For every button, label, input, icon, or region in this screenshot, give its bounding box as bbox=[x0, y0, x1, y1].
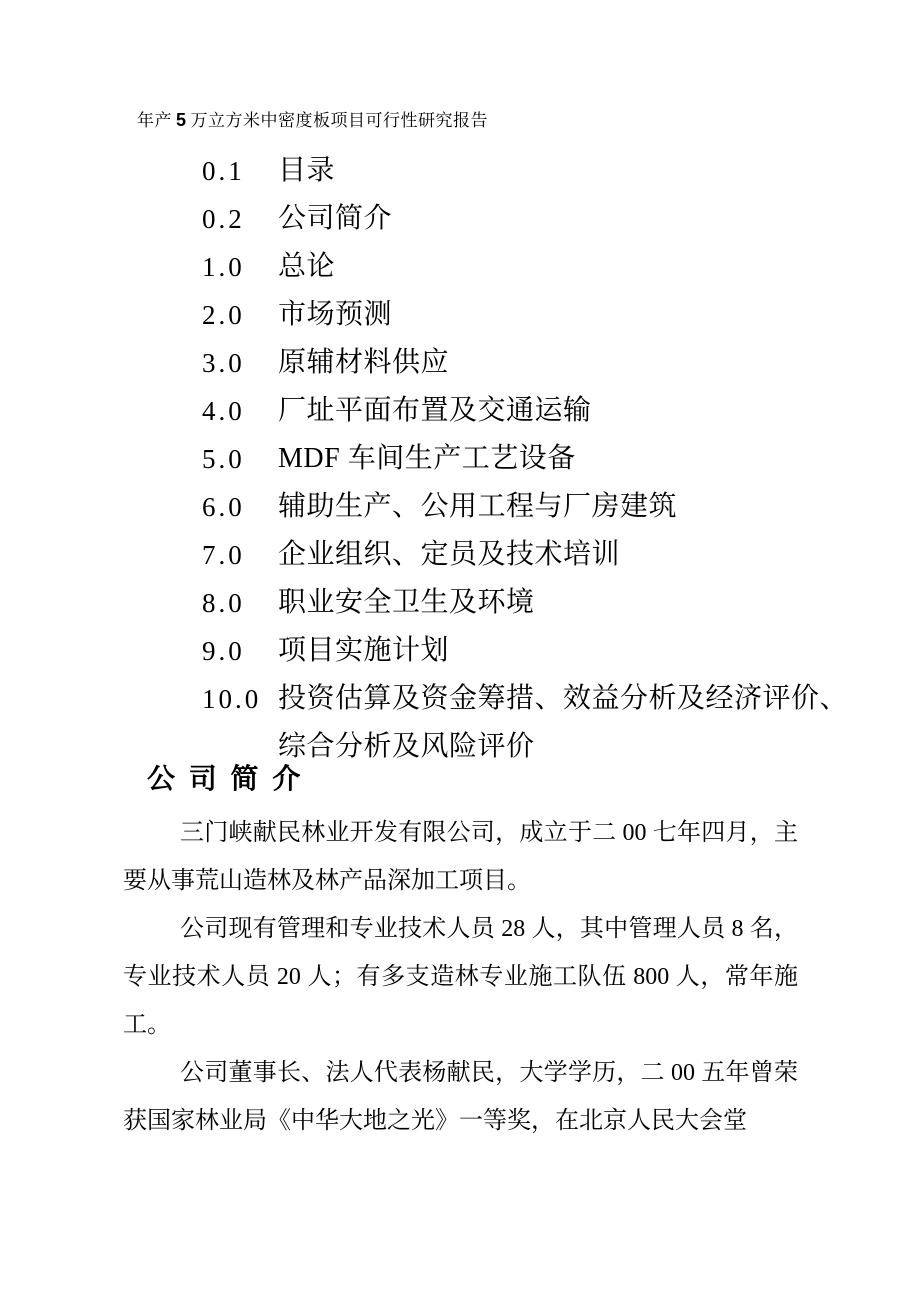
document-header bbox=[137, 109, 488, 132]
toc-entry-number: 8.0 bbox=[202, 588, 245, 618]
toc-entry-number: 6.0 bbox=[202, 492, 245, 522]
toc-entry-title: 市场预测 bbox=[278, 299, 393, 330]
paragraph-staff: 公司现有管理和专业技术人员 28 人，其中管理人员 8 名，专业技术人员 20 人；有多支造林专业施工队伍 800 人，常年施工。 bbox=[123, 916, 798, 1038]
toc-entry-number: 0.1 bbox=[202, 156, 245, 186]
toc-entry bbox=[202, 243, 862, 291]
toc-entry-title: 原辅材料供应 bbox=[278, 347, 450, 378]
toc-entry-title: 职业安全卫生及环境 bbox=[278, 587, 535, 618]
toc-entry-number: 9.0 bbox=[202, 636, 245, 666]
toc-entry-number: 4.0 bbox=[202, 396, 245, 426]
toc-entry-number: 3.0 bbox=[202, 348, 245, 378]
toc-entry-title bbox=[278, 675, 848, 771]
toc-entry-number: 2.0 bbox=[202, 300, 245, 330]
toc-entry-number: 1.0 bbox=[202, 252, 245, 282]
toc-entry-title: MDF 车间生产工艺设备 bbox=[278, 443, 576, 474]
toc-entry bbox=[202, 579, 862, 627]
toc-entry-title: 公司简介 bbox=[278, 203, 393, 234]
toc-entry bbox=[202, 195, 862, 243]
toc-entry bbox=[202, 627, 862, 675]
table-of-contents bbox=[202, 147, 862, 771]
toc-entry bbox=[202, 339, 862, 387]
header-number: 5 bbox=[176, 110, 187, 130]
toc-entry bbox=[202, 387, 862, 435]
header-prefix: 年产 bbox=[137, 111, 172, 130]
toc-entry bbox=[202, 483, 862, 531]
paragraph-chairman: 公司董事长、法人代表杨献民，大学学历，二 00 五年曾荣获国家林业局《中华大地之光》一等奖，在北京人民大会堂 bbox=[123, 1060, 798, 1134]
toc-entry bbox=[202, 435, 862, 483]
toc-entry-title: 项目实施计划 bbox=[278, 635, 450, 666]
toc-entry bbox=[202, 147, 862, 195]
toc-entry-title: 厂址平面布置及交通运输 bbox=[278, 395, 592, 426]
header-suffix: 万立方米中密度板项目可行性研究报告 bbox=[190, 111, 489, 130]
toc-entry-number: 7.0 bbox=[202, 540, 245, 570]
toc-entry-title: 目录 bbox=[278, 155, 336, 186]
toc-entry bbox=[202, 291, 862, 339]
toc-entry-title: 企业组织、定员及技术培训 bbox=[278, 539, 621, 570]
toc-entry-title-line1: 投资估算及资金筹措、效益分析及经济评价、 bbox=[278, 683, 849, 714]
toc-entry-title: 总论 bbox=[278, 251, 336, 282]
section-heading: 公 司 简 介 bbox=[147, 763, 304, 794]
toc-entry-number: 0.2 bbox=[202, 204, 245, 234]
toc-entry-number: 10.0 bbox=[202, 684, 262, 714]
toc-entry-number: 5.0 bbox=[202, 444, 245, 474]
body-content bbox=[123, 809, 798, 1145]
toc-entry-title: 辅助生产、公用工程与厂房建筑 bbox=[278, 491, 678, 522]
toc-entry-title-line2: 综合分析及风险评价 bbox=[278, 731, 535, 762]
paragraph-company-overview: 三门峡献民林业开发有限公司，成立于二 00 七年四月，主要从事荒山造林及林产品深加工项目。 bbox=[123, 820, 798, 894]
toc-entry bbox=[202, 531, 862, 579]
